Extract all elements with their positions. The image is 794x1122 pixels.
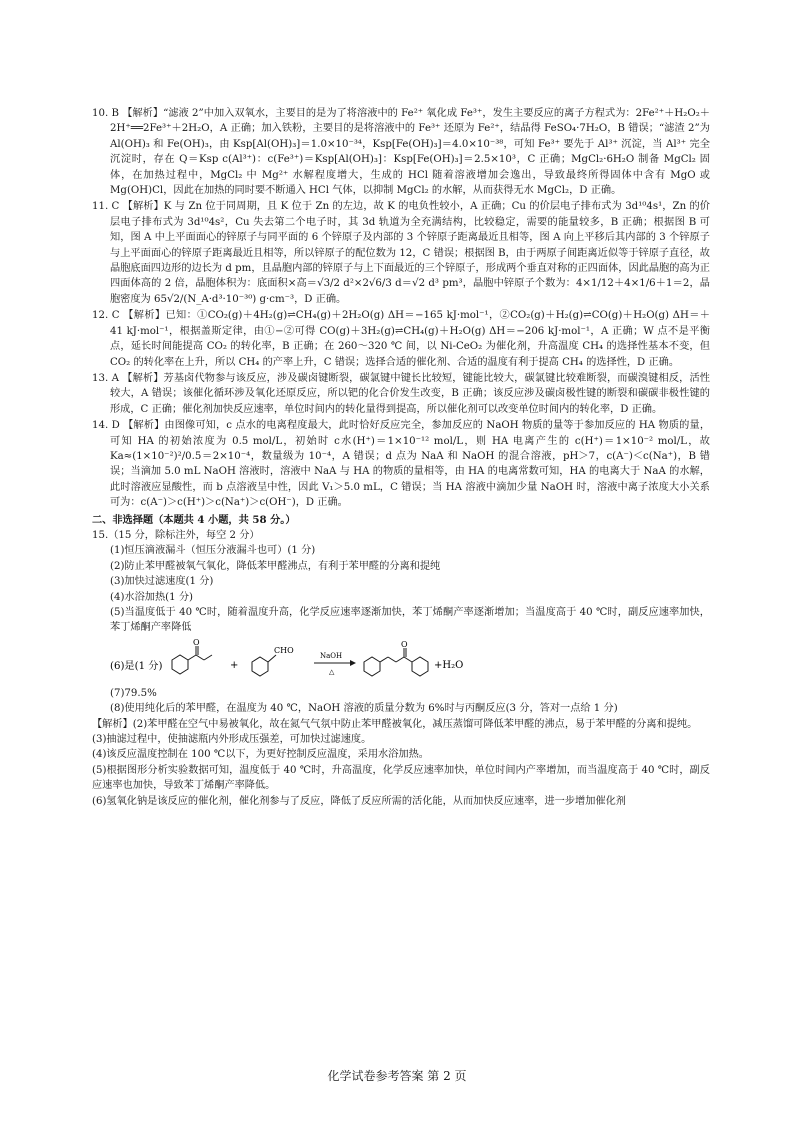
question-15-heading: 15.（15 分，除标注外，每空 2 分） <box>92 529 260 541</box>
analysis-4: (5)根据图形分析实验数据可知，温度低于 40 ℃时，升高温度，化学反应速率加快，单位时间内产率增加，而当温度高于 40 ℃时，副反应速率也加快，导致苯丁烯酮产率降低。 <box>92 764 710 792</box>
q15-item-4: (4)水浴加热(1 分) <box>110 591 194 603</box>
water-product: +H₂O <box>434 659 464 671</box>
analysis-3: (4)该反应温度控制在 100 ℃以下，为更好控制反应温度，采用水浴加热。 <box>92 749 429 761</box>
q15-item-1: (1)恒压滴液漏斗（恒压分液漏斗也可）(1 分) <box>110 545 316 557</box>
answer-page <box>92 106 710 809</box>
q15-item-5: (5)当温度低于 40 ℃时，随着温度升高，化学反应速率逐渐加快，苯丁烯酮产率逐渐增加；当温度高于 40 ℃时，副反应速率加快，苯丁烯酮产率降低 <box>110 607 710 634</box>
condition-bottom: △ <box>329 667 335 676</box>
product-structure <box>364 648 428 676</box>
answer-10: 10. B 【解析】“滤液 2”中加入双氧水，主要目的是为了将溶液中的 Fe²⁺ 氧化成 Fe³⁺，发生主要反应的离子方程式为：2Fe²⁺＋H₂O₂＋2H⁺══2Fe³⁺＋2H₂O，A 正确；加入铁粉，主要目的是将溶液中的 Fe³⁺ 还原为 Fe²⁺，结晶得 FeSO₄·7H₂O，B 错误；“滤渣 2”为 Al(OH)₃ 和 Fe(OH)₃，由 Ksp[Al(OH)₃]＝1.0×10⁻³⁴，Ksp[Fe(OH)₃]＝4.0×10⁻³⁸，可知 Fe³⁺ 要先于 Al³⁺ 沉淀，当 Al³⁺ 完全沉淀时，存在 Q＝Ksp c(Al³⁺)：c(Fe³⁺)＝Ksp[Al(OH)₃]：Ksp[Fe(OH)₃]＝2.5×10³，C 正确；MgCl₂·6H₂O 制备 MgCl₂ 固体，在加热过程中，MgCl₂ 中 Mg²⁺ 水解程度增大，生成的 HCl 随着溶液增加会逸出，导致最终所得固体中含有 MgO 或 Mg(OH)Cl，因此在加热的同时要不断通入 HCl 气体，以抑制 MgCl₂ 的水解，从而获得无水 MgCl₂，D 正确。 <box>92 108 710 197</box>
q15-item-6-label: (6)是(1 分) <box>110 660 163 672</box>
condition-top: NaOH <box>320 651 343 660</box>
q15-item-2: (2)防止苯甲醛被氧气氧化，降低苯甲醛沸点，有利于苯甲醛的分离和提纯 <box>110 560 441 572</box>
cho-label: CHO <box>274 645 294 655</box>
reactant-1-structure <box>172 646 212 674</box>
svg-text:O: O <box>193 637 200 647</box>
analysis-1: 【解析】(2)苯甲醛在空气中易被氧化，故在氮气气氛中防止苯甲醛被氧化，减压蒸馏可降低苯甲醛的沸点，易于苯甲醛的分离和提纯。 <box>92 718 698 730</box>
answer-14: 14. D 【解析】由图像可知，c 点水的电离程度最大，此时恰好反应完全，参加反应的 NaOH 物质的量等于参加反应的 HA 物质的量，可知 HA 的初始浓度为 0.5 mol/L，初始时 c水(H⁺)＝1×10⁻¹² mol/L，则 HA 电离产生的 c(H⁺)＝1×10⁻² mol/L，故 Ka≈(1×10⁻²)²/0.5＝2×10⁻⁴，数量级为 10⁻⁴，A 错误；d 点为 NaA 和 NaOH 的混合溶液，pH＞7，c(A⁻)＜c(Na⁺)，B 错误；当滴加 5.0 mL NaOH 溶液时，溶液中 NaA 与 HA 的物质的量相等，由 HA 的电离常数可知，HA 的电离大于 NaA 的水解，此时溶液应显酸性，而 b 点溶液呈中性，因此 V₁＞5.0 mL，C 错误；当 HA 溶液中滴加少量 NaOH 时，溶液中离子浓度大小关系可为：c(A⁻)＞c(H⁺)＞c(Na⁺)＞c(OH⁻)，D 正确。 <box>92 420 710 509</box>
page-footer: 化学试卷参考答案 第 2 页 <box>327 1069 467 1083</box>
reaction-scheme <box>92 638 710 684</box>
q15-item-7: (7)79.5% <box>110 687 157 699</box>
reaction-equation <box>92 638 710 684</box>
q15-item-3: (3)加快过滤速度(1 分) <box>110 576 214 588</box>
answer-11: 11. C 【解析】K 与 Zn 位于同周期，且 K 位于 Zn 的左边，故 K 的电负性较小，A 正确；Cu 的价层电子排布式为 3d¹⁰4s¹，Zn 的价层电子排布式为 3d¹⁰4s²，Cu 失去第二个电子时，其 3d 轨道为全充满结构，比较稳定，需要的能量较多，B 正确；根据图 B 可知，图 A 中上平面面心的锌原子与同平面的 6 个锌原子及内部的 3 个锌原子距离最近且相等，图 A 向上平移后其内部的 3 个锌原子与上平面面心的锌原子距离最近且相等，所以锌原子的配位数为 12，C 错误；根据图 B，由于两原子间距离近似等于锌原子直径，故晶胞底面四边形的边长为 d pm，且晶胞内部的锌原子与上下面最近的三个锌原子，形成两个垂直对称的正四面体，因此晶胞的高为正四面体高的 2 倍，晶胞体积为：底面积×高＝√3/2 d²×2√6/3 d＝√2 d³ pm³，晶胞中锌原子个数为：4×1/12＋4×1/6＋1＝2，晶胞密度为 65√2/(N_A·d³·10⁻³⁰) g·cm⁻³，D 正确。 <box>92 201 710 305</box>
analysis-5: (6)氢氧化钠是该反应的催化剂，催化剂参与了反应，降低了反应所需的活化能，从而加快反应速率，进一步增加催化剂 <box>92 795 626 807</box>
plus-sign: + <box>230 659 239 671</box>
answer-12: 12. C 【解析】已知：①CO₂(g)＋4H₂(g)⇌CH₄(g)＋2H₂O(g) ΔH＝−165 kJ·mol⁻¹，②CO₂(g)＋H₂(g)⇌CO(g)＋H₂O(g) ΔH＝＋41 kJ·mol⁻¹，根据盖斯定律，由①−②可得 CO(g)＋3H₂(g)⇌CH₄(g)＋H₂O(g) ΔH＝−206 kJ·mol⁻¹，A 正确；W 点不是平衡点，延长时间能提高 CO₂ 的转化率，B 正确；在 260～320 ℃ 间，以 Ni-CeO₂ 为催化剂，升高温度 CH₄ 的选择性基本不变，但 CO₂ 的转化率在上升，所以 CH₄ 的产率上升，C 错误；选择合适的催化剂、合适的温度有利于提高 CH₄ 的选择性，D 正确。 <box>92 310 710 368</box>
analysis-2: (3)抽滤过程中，使抽滤瓶内外形成压强差，可加快过滤速度。 <box>92 734 372 746</box>
section-heading: 二、非选择题（本题共 4 小题，共 58 分。） <box>92 513 296 526</box>
svg-text:O: O <box>401 639 408 649</box>
benzaldehyde-structure <box>252 655 276 676</box>
q15-item-8: (8)使用纯化后的苯甲醛，在温度为 40 ℃，NaOH 溶液的质量分数为 6%时与丙酮反应(3 分，答对一点给 1 分) <box>110 703 618 715</box>
answer-13: 13. A 【解析】芳基卤代物参与该反应，涉及碳卤键断裂，碳氯键中键长比较短，键能比较大，碳氯键比较难断裂，而碳溴键相反，活性较大，A 错误；该催化循环涉及氧化还原反应，所以钯的化合价发生改变，B 正确；该反应涉及碳卤极性键的断裂和碳碳非极性键的形成，C 正确；催化剂加快反应速率，单位时间内的转化量得到提高，所以催化剂可以改变单位时间内的转化率，D 正确。 <box>92 372 710 415</box>
